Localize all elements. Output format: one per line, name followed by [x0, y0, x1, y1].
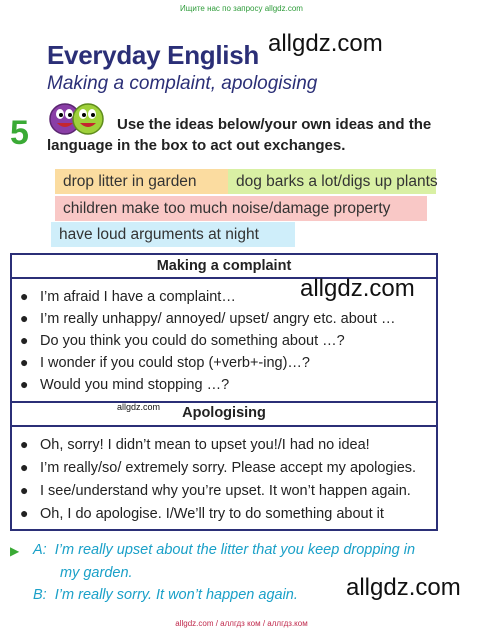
- speaker-label: B:: [33, 587, 47, 603]
- exercise-number: 5: [10, 114, 29, 152]
- list-item: [20, 310, 430, 327]
- idea-tag: dog barks a lot/digs up plants: [228, 169, 436, 194]
- language-box: [10, 253, 438, 531]
- divider: [12, 425, 436, 427]
- bullet-icon: ●: [20, 354, 29, 370]
- apologising-heading: Apologising: [182, 405, 266, 421]
- bullet-icon: ●: [20, 376, 29, 392]
- watermark: allgdz.com: [300, 275, 415, 302]
- complaint-heading: Making a complaint: [156, 258, 292, 274]
- watermark: allgdz.com: [346, 574, 461, 601]
- list-item-text: I see/understand why you’re upset. It won’t happen again.: [40, 483, 411, 499]
- footer: allgdz.com / аллгдз ком / аллгдз.ком: [175, 619, 308, 628]
- idea-tag: have loud arguments at night: [51, 222, 295, 247]
- watermark: allgdz.com: [117, 402, 161, 412]
- divider: [12, 401, 436, 403]
- list-item: [20, 436, 430, 453]
- page-subtitle: Making a complaint, apologising: [47, 73, 318, 94]
- bullet-icon: ●: [20, 505, 29, 521]
- bullet-icon: ●: [20, 288, 29, 304]
- bullet-icon: ●: [20, 310, 29, 326]
- list-item-text: Would you mind stopping …?: [40, 377, 230, 393]
- list-item: [20, 482, 430, 499]
- play-arrow-icon: ▶: [10, 544, 20, 558]
- list-item: [20, 354, 430, 371]
- list-item: [20, 505, 430, 522]
- dialogue-line-b: [33, 587, 298, 603]
- bullet-icon: ●: [20, 436, 29, 452]
- exercise-instruction: Use the ideas below/your own ideas and the language in the box to act out exchanges.: [47, 116, 432, 154]
- bullet-icon: ●: [20, 482, 29, 498]
- list-item-text: I’m really/so/ extremely sorry. Please accept my apologies.: [40, 460, 417, 476]
- list-item-text: Do you think you could do something about …?: [40, 333, 345, 349]
- list-item: [20, 332, 430, 349]
- dialogue-text: I’m really sorry. It won’t happen again.: [54, 587, 298, 603]
- list-item-text: Oh, sorry! I didn’t mean to upset you!/I had no idea!: [40, 437, 370, 453]
- list-item: [20, 376, 430, 393]
- idea-tag: children make too much noise/damage property: [55, 196, 427, 221]
- list-item-text: I wonder if you could stop (+verb+-ing)…?: [40, 355, 310, 371]
- list-item-text: Oh, I do apologise. I/We’ll try to do something about it: [40, 506, 384, 522]
- speaker-label: A:: [33, 542, 47, 558]
- idea-tag: drop litter in garden: [55, 169, 233, 194]
- list-item-text: I’m really unhappy/ annoyed/ upset/ angry etc. about …: [40, 311, 396, 327]
- bullet-icon: ●: [20, 332, 29, 348]
- list-item-text: I’m afraid I have a complaint…: [40, 289, 236, 305]
- top-note: Ищите нас по запросу allgdz.com: [180, 4, 303, 13]
- watermark: allgdz.com: [268, 30, 383, 57]
- dialogue-text: I’m really upset about the litter that you keep dropping in: [54, 542, 416, 558]
- list-item: [20, 459, 430, 476]
- dialogue-line-a: [33, 542, 415, 558]
- bullet-icon: ●: [20, 459, 29, 475]
- page-title: Everyday English: [47, 40, 259, 70]
- dialogue-line-a-cont: my garden.: [60, 565, 133, 581]
